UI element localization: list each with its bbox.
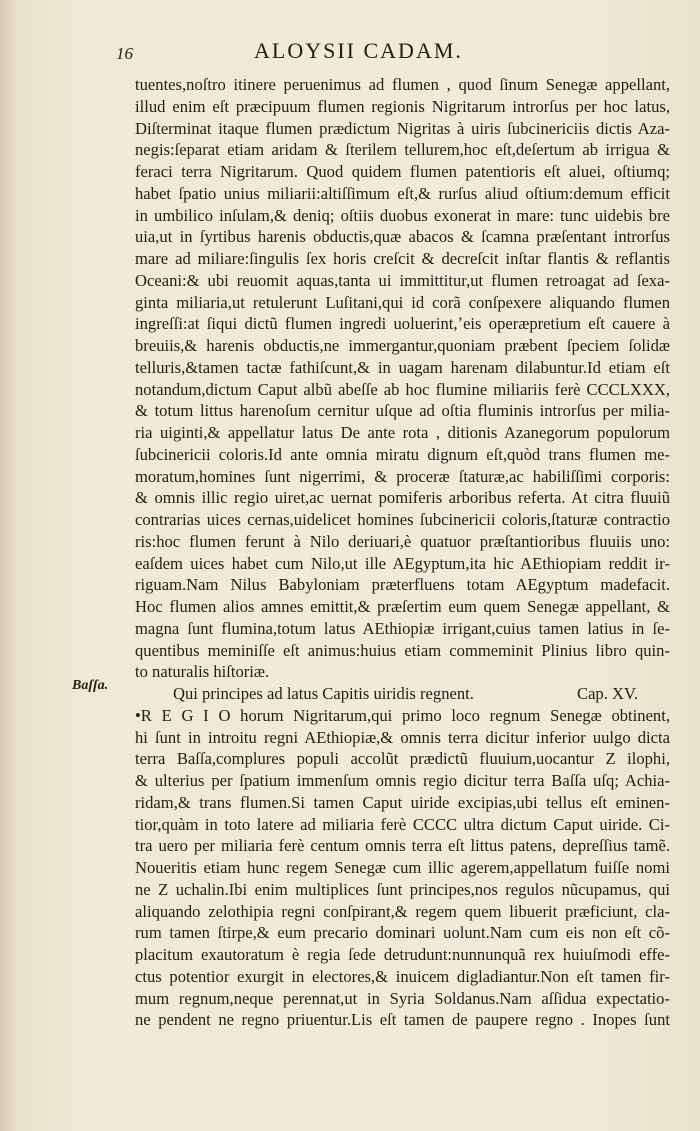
text-line: moratum,homines ſunt nigerrimi, & proceræ ſtaturæ,ac habiliſſimi corporis: — [135, 466, 670, 486]
text-line: •R E G I O horum Nigritarum,qui primo loco regnum Senegæ obtinent, — [135, 705, 670, 725]
text-line: & ulterius per ſpatium immenſum omnis regio dicitur terra Baſſa uſq; Achia- — [135, 771, 670, 790]
text-line: illud enim eſt præcipuum flumen regionis Nigritarum introrſus per hoc latus, — [135, 96, 670, 116]
chapter-title: Qui principes ad latus Capitis uiridis regnent. — [173, 684, 474, 703]
text-line: hi ſunt in introitu regni AEthiopiæ,& omnis terra dicitur inferior uulgo dicta — [135, 727, 670, 747]
text-line: mare ad miliare:ſingulis ſex horis creſcit & decreſcit inſtar flantis & reflantis — [135, 249, 670, 268]
text-line: ridam,& trans flumen.Si tamen Caput uiride excipias,ubi tellus eſt eminen- — [135, 792, 670, 812]
page-number: 16 — [116, 44, 133, 63]
body-text — [135, 74, 670, 1031]
text-line: rum tamen ſtirpe,& eum precario dominari uolunt.Nam cum eis non eſt cõ- — [135, 923, 670, 943]
text-line: notandum,dictum Caput albũ abeſſe ab hoc flumine miliariis ferè CCCLXXX, — [135, 379, 670, 399]
text-line: eaſdem uices habet cum Nilo,ut ille AEgyptum,ita hic AEthiopiam reddit ir- — [135, 553, 670, 573]
text-line: telluris,&tamen tactæ fathiſcunt,& in uagam harenam dilabuntur.Id etiam eſt — [135, 357, 670, 377]
text-line: in umbilico inſulam,& deniq; oſtiis duobus exonerat in mare: tunc uidebis bre — [135, 205, 670, 225]
text-line: riguam.Nam Nilus Babyloniam præterfluens totam AEgyptum madefacit. — [135, 575, 670, 595]
text-line: ne Z uchalin.Ibi enim multiplices ſunt principes,nos regulos nũcupamus, qui — [135, 879, 670, 899]
text-line: tra uero per miliaria ferè centum omnis terra eſt littus patens, depreſſius tamẽ. — [135, 836, 670, 856]
text-line: Diſterminat itaque flumen prædictum Nigritas à uiris ſubcinericiis dictis Aza- — [135, 118, 670, 138]
text-line: mum regnum,neque perennat,ut in Syria Soldanus.Nam aſſidua expectatio- — [135, 988, 670, 1008]
text-line: magna ſunt flumina,totum latus AEthiopiæ irrigant,cuius tamen latius in ſe- — [135, 618, 670, 638]
text-line: ginta miliaria,ut retulerunt Luſitani,qui id corã conſpexere aliquando flumen — [135, 292, 670, 312]
text-line: Noueritis etiam hunc regem Senegæ cum illic agerem,appellatum fuiſſe nomi — [135, 858, 670, 877]
text-line: terra Baſſa,complures populi accolũt prædictũ fluuium,uocantur Z ilophi, — [135, 749, 670, 769]
text-line: ne pendent ne regno priuentur.Lis eſt tamen de paupere regno . Inopes ſunt — [135, 1010, 670, 1030]
text-line: tior,quàm in toto latere ad miliaria ferè CCCC ultra dictum Caput uiride. Ci- — [135, 814, 670, 834]
text-line: & omnis illic regio uiret,ac uernat pomiferis arboribus referta. At citra fluuiũ — [135, 488, 670, 508]
text-line: contrarias uices cernas,uidelicet homines ſubcinericii coloris,ſtaturæ contractio — [135, 510, 670, 529]
text-line: quentibus meminiſſe eſt animus:huius etiam commeminit Plinius libro quin- — [135, 640, 670, 660]
text-line: breuiis,& harenis obductis,ne immergantur,quoniam præbent ſpeciem ſolidæ — [135, 336, 670, 355]
text-line: & totum littus harenoſum cernitur uſque ad oſtia fluminis introrſus per milia- — [135, 401, 670, 421]
text-line: Hoc flumen alios amnes emittit,& præſertim eum quem Senegæ appellant, & — [135, 597, 670, 616]
text-line: habet ſpatio unius miliarii:altiſſimum eſt,& rurſus aliud oſtium:demum efficit — [135, 183, 670, 203]
text-line: ctus potentior exurgit in electores,& inuicem digladiantur.Non eſt tamen fir- — [135, 966, 670, 986]
running-head: ALOYSII CADAM. — [254, 38, 463, 63]
chapter-number: Cap. XV. — [577, 684, 639, 703]
text-line: ria uiginti,& appellatur latus De ante rota , ditionis Azanegorum populorum — [135, 423, 670, 442]
text-line: uia,ut in ſyrtibus harenis obductis,quæ abacos & ſcamna præſentant introrſus — [135, 227, 670, 247]
text-line: Oceani:& ubi reuomit aquas,tanta ui immittitur,ut flumen retroagat ad ſexa- — [135, 270, 670, 290]
text-line: tuentes,noſtro itinere peruenimus ad flumen , quod ſinum Senegæ appellant, — [135, 75, 670, 94]
text-line: negis:ſeparat etiam aridam & ſterilem tellurem,hoc eſt,deſertum ab irrigua & — [135, 140, 670, 160]
text-line: ſubcinericii coloris.Id ante omnia miratu dignum eſt,quòd trans flumen me- — [135, 444, 670, 464]
text-line: ris:hoc flumen ferunt à Nilo deriuari,è quatuor præſtantioribus fluuiis uno: — [135, 531, 670, 551]
text-line: placitum exautoratum è regia ſede detrudunt:nunnunquã rex huiuſmodi effe- — [135, 945, 670, 964]
page-gutter-shadow — [0, 0, 18, 1131]
text-line: to naturalis hiſtoriæ. — [135, 662, 270, 682]
text-line: feraci terra Nigritarum. Quod quidem flumen patentioris eſt aluei, oſtiumq; — [135, 162, 670, 181]
text-line: ingreſſi:at ſiqui dictũ flumen ingredi uoluerint,ʼeis operæpretium eſt cauere à — [135, 314, 670, 334]
text-line: aliquando zelothipia regni conſpirant,& regem quem libuerit præficiunt, cla- — [135, 901, 670, 921]
chapter-heading — [135, 683, 670, 705]
margin-note: Baſſa. — [72, 678, 109, 693]
